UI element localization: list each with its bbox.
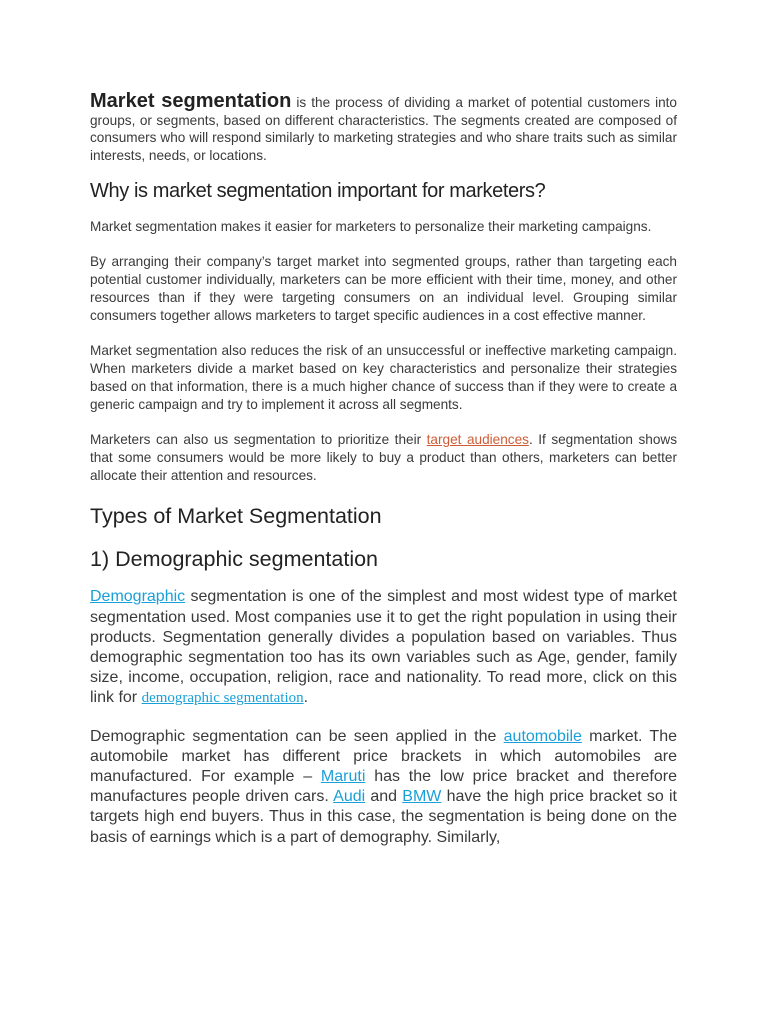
why-paragraph-4: [90, 431, 677, 485]
document-content: [90, 90, 678, 848]
demographic-p1-end: .: [303, 689, 309, 707]
audi-link[interactable]: Audi: [333, 788, 366, 806]
demographic-paragraph-1: [90, 587, 677, 708]
demographic-p2-d: and: [365, 788, 403, 806]
demographic-p2-c: has the low price bracket and therefore manufactures people driven cars.: [90, 768, 678, 806]
why-p4-before: Marketers can also us segmentation to prioritize their: [90, 432, 427, 448]
demographic-heading: 1) Demographic segmentation: [90, 547, 379, 572]
intro-paragraph: [90, 90, 677, 164]
why-heading: Why is market segmentation important for marketers?: [90, 180, 546, 203]
maruti-link[interactable]: Maruti: [320, 768, 366, 785]
demographic-segmentation-link[interactable]: demographic segmentation: [141, 690, 304, 707]
automobile-link[interactable]: automobile: [503, 727, 582, 745]
why-paragraph-3: Market segmentation also reduces the risk of an unsuccessful or ineffective marketing campaign. When marketers divide a market based on key characteristics and personalize their strategies based on that information, there is a much higher chance of success than if they were to create a generic campaign and try to implement it across all segments.: [90, 343, 677, 413]
demographic-paragraph-2: [90, 727, 677, 848]
demographic-p1-text: segmentation is one of the simplest and most widest type of market segmentation used. Most companies use it to get the right population in using their products. Segmentation generally divides a population based on variables. Thus demographic segmentation too has its own variables such as Age, gender, family size, income, occupation, religion, race and nationality. To read more, click on this link for: [90, 588, 677, 707]
target-audiences-link[interactable]: target audiences: [426, 432, 529, 448]
demographic-p2-e: have the high price bracket so it targets high end buyers. Thus in this case, the segmentation is being done on the basis of earnings which is a part of demography. Similarly,: [90, 788, 677, 846]
demographic-p2-b: market. The automobile market has different price brackets in which automobiles are manufactured. For example –: [90, 727, 678, 785]
intro-term: Market segmentation: [90, 90, 292, 112]
demographic-p2-a: Demographic segmentation can be seen applied in the: [90, 727, 504, 745]
why-paragraph-2: By arranging their company’s target market into segmented groups, rather than targeting each potential customer individually, marketers can be more efficient with their time, money, and other resources than if they were targeting consumers on an individual level. Grouping similar consumers together allows marketers to target specific audiences in a cost effective manner.: [90, 254, 677, 324]
bmw-link[interactable]: BMW: [402, 788, 442, 806]
types-heading: Types of Market Segmentation: [90, 504, 382, 529]
why-paragraph-1: Market segmentation makes it easier for marketers to personalize their marketing campaigns.: [90, 219, 652, 235]
demographic-link[interactable]: Demographic: [90, 588, 186, 606]
why-p4-after: . If segmentation shows that some consumers would be more likely to buy a product than others, marketers can better allocate their attention and resources.: [90, 432, 678, 484]
intro-text: is the process of dividing a market of potential customers into groups, or segments, based on different characteristics. The segments created are composed of consumers who will respond similarly to marketing strategies and who share traits such as similar interests, needs, or locations.: [90, 95, 677, 163]
